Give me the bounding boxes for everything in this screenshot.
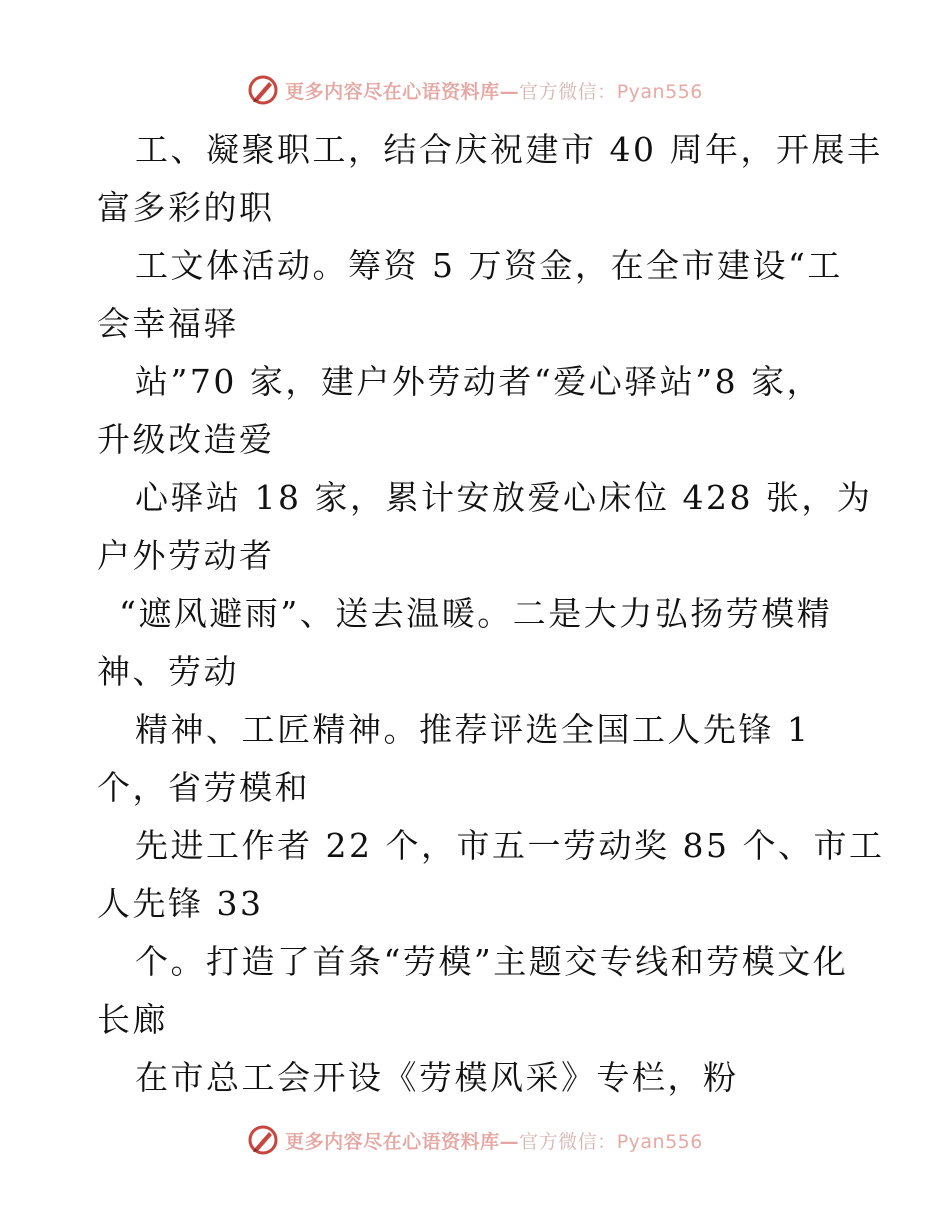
body-line: 神、劳动 <box>97 652 239 691</box>
body-line: 在市总工会开设《劳模风采》专栏，粉 <box>135 1058 739 1097</box>
watermark-text <box>285 1127 703 1154</box>
watermark-text <box>285 77 703 104</box>
body-line: 工文体活动。筹资 5 万资金，在全市建设“工 <box>135 246 843 285</box>
body-line: 会幸福驿 <box>97 304 239 343</box>
body-line: 工、凝聚职工，结合庆祝建市 40 周年，开展丰 <box>135 130 883 169</box>
watermark-dash: — <box>499 1130 520 1153</box>
header-watermark <box>0 70 950 110</box>
body-line: 升级改造爱 <box>97 420 275 459</box>
body-line: 人先锋 33 <box>97 884 264 923</box>
watermark-dash: — <box>499 80 520 103</box>
watermark-wechat-label: 官方微信： <box>519 80 617 103</box>
watermark-title: 更多内容尽在心语资料库 <box>285 80 500 103</box>
watermark-wechat-label: 官方微信： <box>519 1130 617 1153</box>
footer-watermark <box>0 1120 950 1160</box>
pen-logo-icon <box>247 74 279 106</box>
body-line: 个，省劳模和 <box>97 768 310 807</box>
body-line: “遮风避雨”、送去温暖。二是大力弘扬劳模精 <box>119 594 833 633</box>
body-line: 富多彩的职 <box>97 188 275 227</box>
body-line: 个。打造了首条“劳模”主题交专线和劳模文化 <box>135 942 849 981</box>
body-line: 精神、工匠精神。推荐评选全国工人先锋 1 <box>135 710 811 749</box>
body-line: 户外劳动者 <box>97 536 275 575</box>
watermark-wechat-id: Pyan556 <box>616 80 703 103</box>
body-line: 先进工作者 22 个，市五一劳动奖 85 个、市工 <box>135 826 885 865</box>
watermark-wechat-id: Pyan556 <box>616 1130 703 1153</box>
body-line: 心驿站 18 家，累计安放爱心床位 428 张，为 <box>135 478 873 517</box>
body-line: 长廊 <box>97 1000 168 1039</box>
body-line: 站”70 家，建户外劳动者“爱心驿站”8 家， <box>135 362 823 401</box>
watermark-title: 更多内容尽在心语资料库 <box>285 1130 500 1153</box>
pen-logo-icon <box>247 1124 279 1156</box>
